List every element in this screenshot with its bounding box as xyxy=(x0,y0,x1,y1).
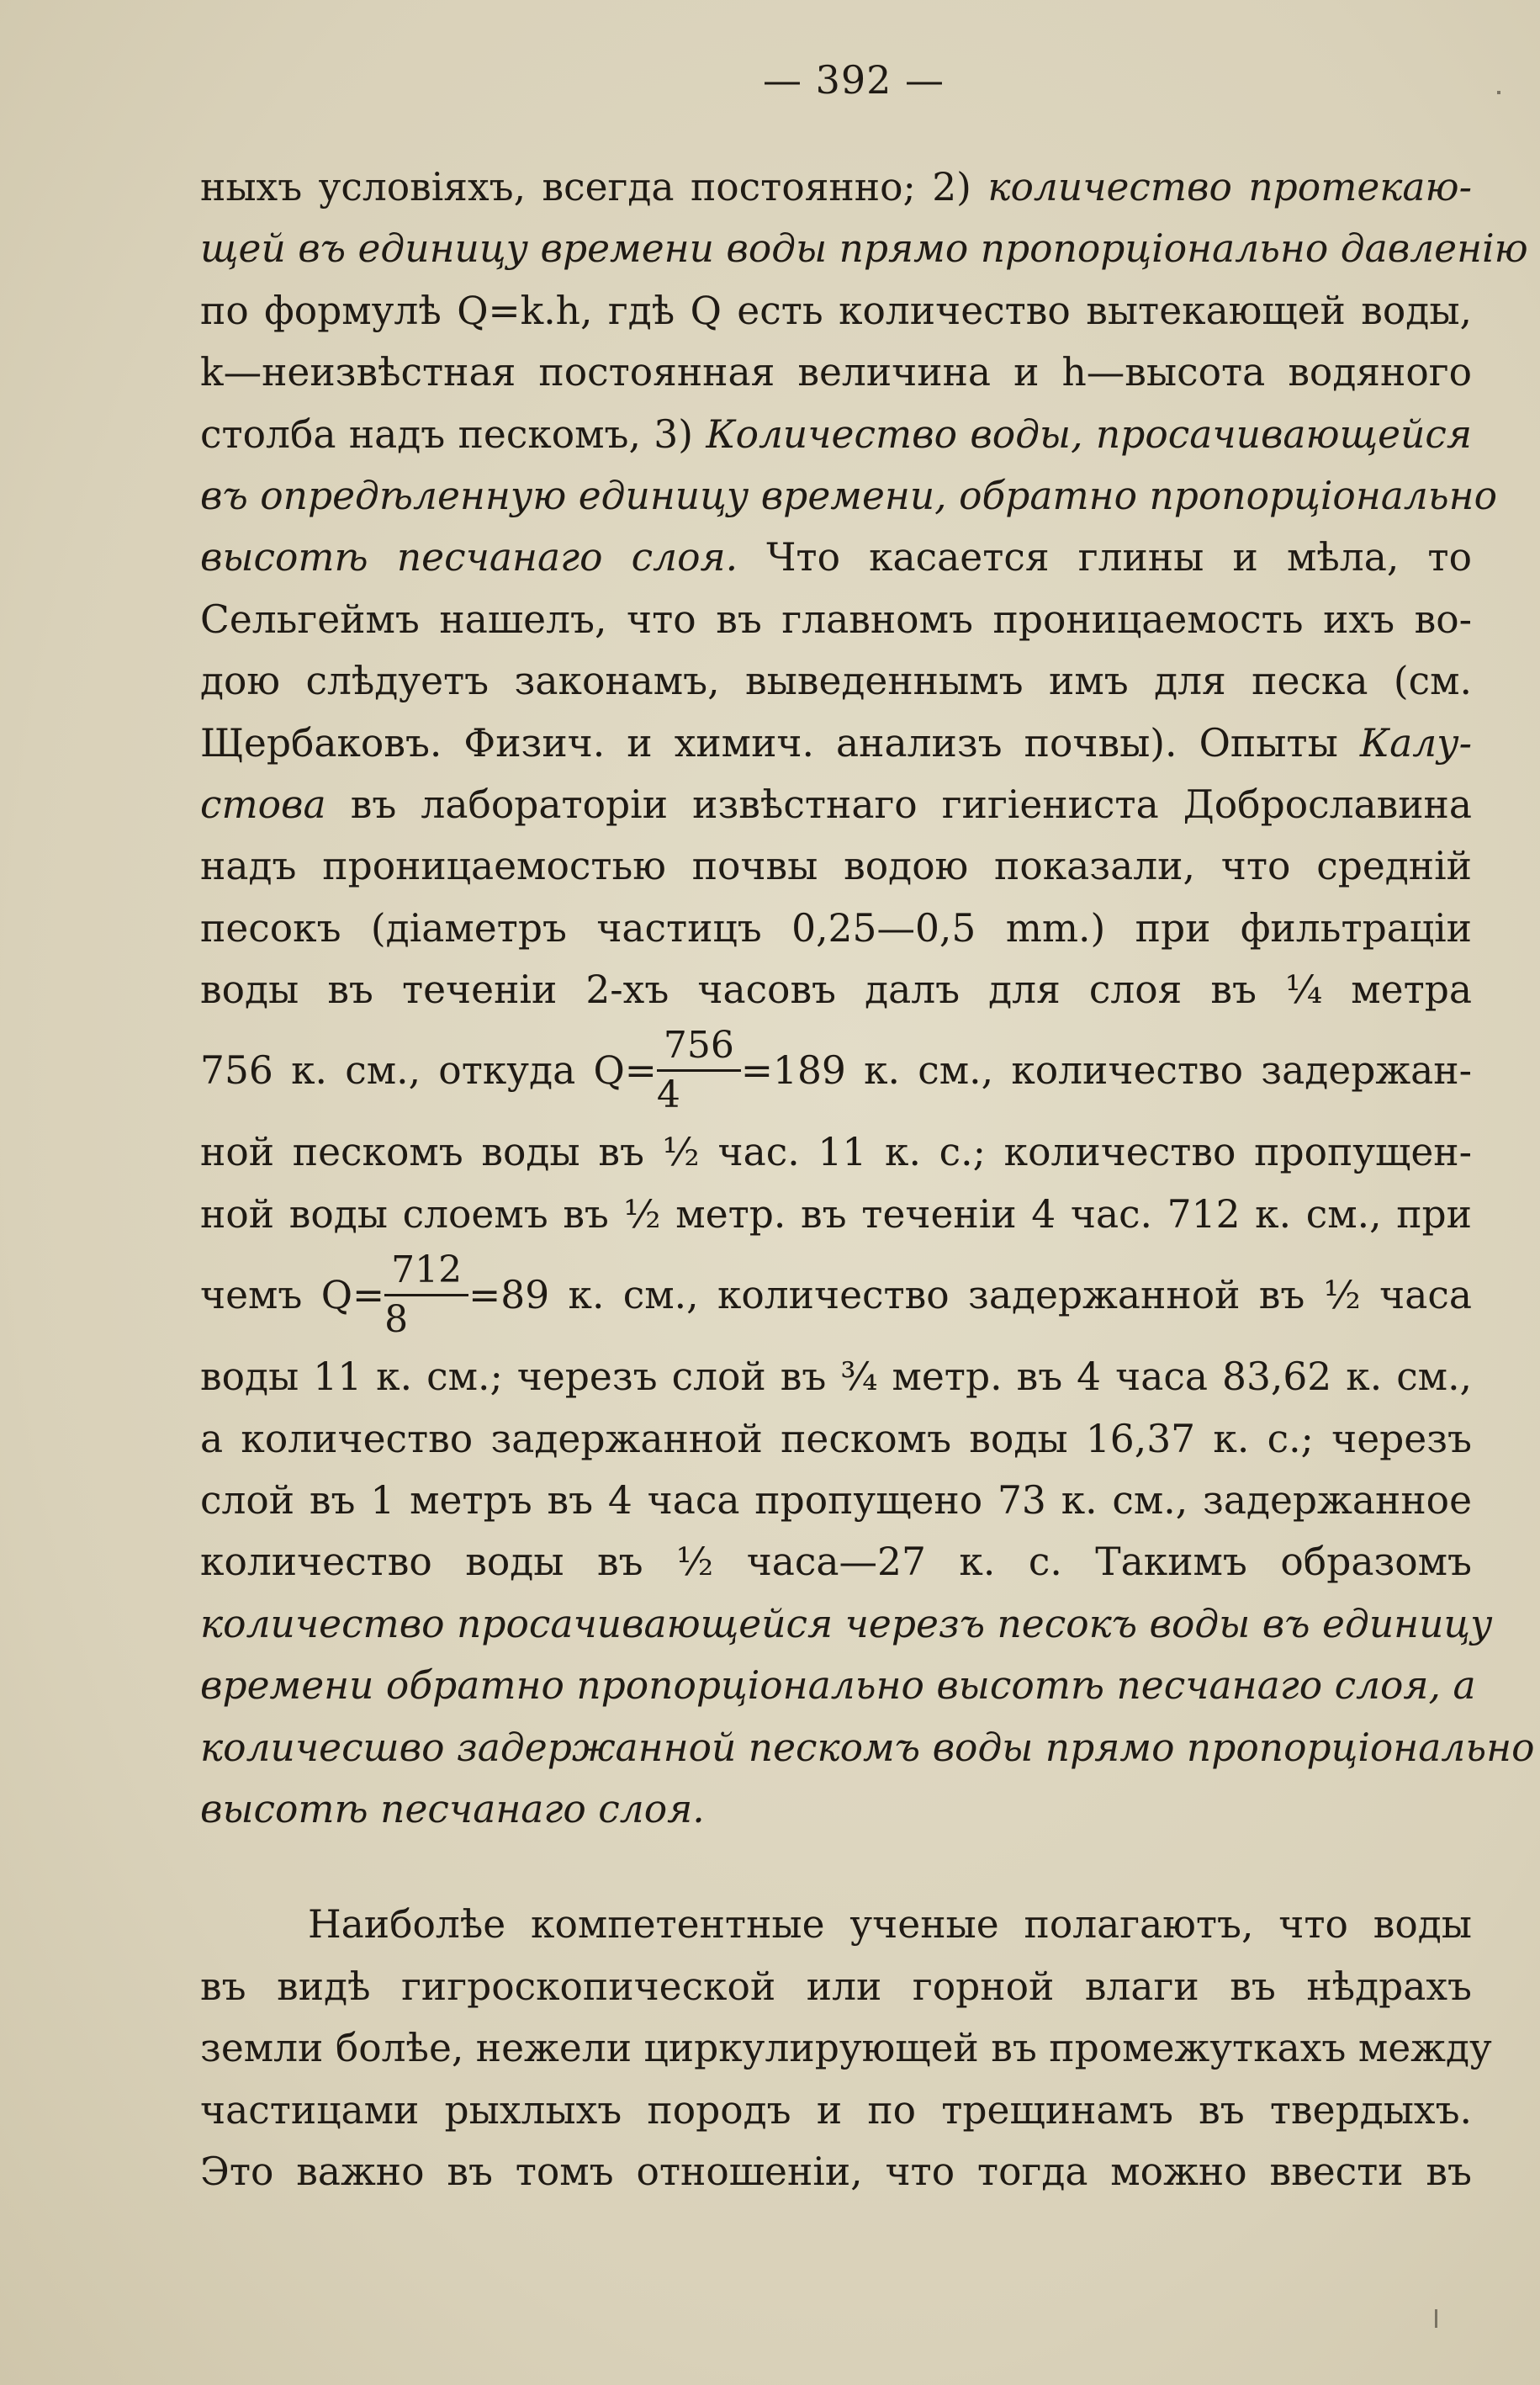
text-line-14: воды въ теченіи 2-хъ часовъ далъ для слоя въ ¼ метра xyxy=(200,967,1472,1013)
formula-2-before: чемъ Q= xyxy=(200,1273,385,1318)
para2-line-4: частицами рыхлыхъ породъ и по трещинамъ въ твердыхъ. xyxy=(200,2087,1472,2133)
text-line-11: стова въ лабораторіи извѣстнаго гигіениста Доброславина xyxy=(200,782,1472,827)
formula-2-after: =89 к. см., количество задержанной въ ½ часа xyxy=(468,1273,1472,1318)
main-text xyxy=(200,156,1535,2202)
italic-line-3: количесшво задержанной пескомъ воды прямо пропорціонально xyxy=(200,1725,1535,1770)
text-line-19: воды 11 к. см.; черезъ слой въ ¾ метр. въ 4 часа 83,62 к. см., xyxy=(200,1354,1472,1400)
para2-line-5: Это важно въ томъ отношеніи, что тогда можно ввести въ xyxy=(200,2149,1472,2194)
text-line-16: ной пескомъ воды въ ½ час. 11 к. с.; количество пропущен- xyxy=(200,1130,1472,1175)
para2-line-1: Наиболѣе компетентные ученые полагаютъ, что воды xyxy=(308,1902,1472,1948)
page-number: — 392 — xyxy=(762,57,945,103)
italic-line-1: количество просачивающейся черезъ песокъ воды въ единицу xyxy=(200,1601,1493,1646)
scan-speck xyxy=(1497,91,1500,94)
text-line-6: въ опредѣленную единицу времени, обратно пропорціонально xyxy=(200,473,1498,518)
text-line-21: слой въ 1 метръ въ 4 часа пропущено 73 к. см., задержанное xyxy=(200,1478,1472,1524)
fraction-2 xyxy=(384,1248,468,1342)
formula-line-2 xyxy=(200,1245,1472,1346)
italic-line-2: времени обратно пропорціонально высотѣ песчанаго слоя, а xyxy=(200,1663,1476,1709)
text-line-1: ныхъ условіяхъ, всегда постоянно; 2) количество протекаю- xyxy=(200,165,1472,209)
fraction-1-denominator: 4 xyxy=(656,1073,680,1117)
formula-1-before: 756 к. см., откуда Q= xyxy=(200,1048,657,1094)
text-line-17: ной воды слоемъ въ ½ метр. въ теченіи 4 час. 712 к. см., при xyxy=(200,1191,1472,1237)
text-line-3: по формулѣ Q=k.h, гдѣ Q есть количество вытекающей воды, xyxy=(200,288,1472,333)
para2-line-2: въ видѣ гигроскопической или горной влаги въ нѣдрахъ xyxy=(200,1964,1472,2009)
italic-line-4: высотѣ песчанаго слоя. xyxy=(200,1786,705,1831)
fraction-1-numerator: 756 xyxy=(657,1027,741,1072)
text-line-4: k—неизвѣстная постоянная величина и h—высота водяного xyxy=(200,350,1472,395)
formula-1-after: =189 к. см., количество задержан- xyxy=(740,1048,1472,1094)
text-line-8: Сельгеймъ нашелъ, что въ главномъ проницаемость ихъ во- xyxy=(200,596,1472,642)
fraction-1 xyxy=(656,1024,741,1117)
text-line-9: дою слѣдуетъ законамъ, выведеннымъ имъ для песка (см. xyxy=(200,659,1472,704)
text-line-22: количество воды въ ½ часа—27 к. с. Такимъ образомъ xyxy=(200,1540,1472,1585)
text-line-13: песокъ (діаметръ частицъ 0,25—0,5 mm.) при фильтраціи xyxy=(200,905,1472,951)
para2-line-3: земли болѣе, нежели циркулирующей въ промежуткахъ между xyxy=(200,2026,1492,2071)
text-line-7: высотѣ песчанаго слоя. Что касается глины и мѣла, то xyxy=(200,535,1472,580)
fraction-2-denominator: 8 xyxy=(384,1298,409,1342)
text-line-5: столба надъ пескомъ, 3) Количество воды, просачивающейся xyxy=(200,411,1472,457)
text-line-12: надъ проницаемостью почвы водою показали, что среднiй xyxy=(200,844,1472,889)
scan-speck xyxy=(1435,2309,1437,2328)
fraction-2-numerator: 712 xyxy=(384,1252,468,1296)
formula-line-1 xyxy=(200,1020,1472,1121)
paragraph-gap xyxy=(200,1840,1472,1894)
text-line-2: щей въ единицу времени воды прямо пропорціонально давленію xyxy=(200,226,1528,272)
text-line-20: а количество задержанной пескомъ воды 16,37 к. с.; черезъ xyxy=(200,1416,1472,1461)
text-line-10: Щербаковъ. Физич. и химич. анализъ почвы). Опыты Калу- xyxy=(200,720,1472,766)
